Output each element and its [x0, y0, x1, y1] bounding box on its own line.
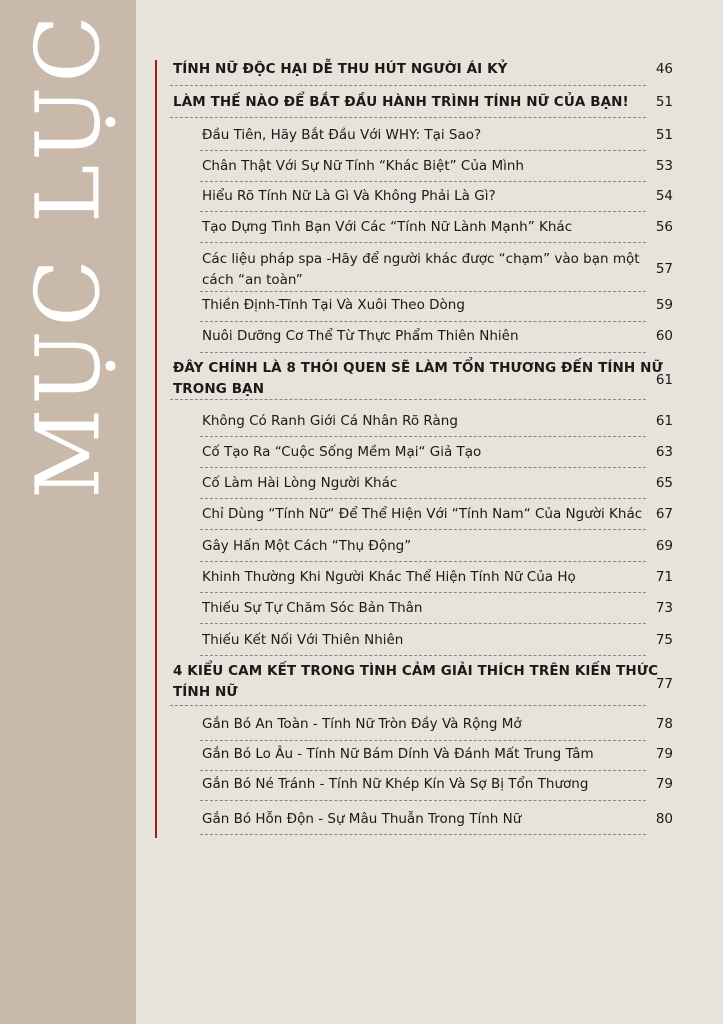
entry-title-continued: TÍNH NỮ: [173, 684, 238, 700]
entry-title: Gắn Bó Hỗn Độn - Sự Mâu Thuẫn Trong Tính Nữ: [202, 811, 522, 827]
dotted-divider: [200, 211, 646, 212]
page-number: 60: [655, 328, 673, 344]
page-number: 54: [655, 188, 673, 204]
entry-title: Chỉ Dùng “Tính Nữ“ Để Thể Hiện Với “Tính Nam“ Của Người Khác: [202, 506, 643, 522]
page-number: 56: [655, 219, 673, 235]
page-number: 61: [655, 413, 673, 429]
page-number: 71: [655, 569, 673, 585]
dotted-divider: [200, 740, 646, 741]
dotted-divider: [200, 321, 646, 322]
entry-title: Nuôi Dưỡng Cơ Thể Từ Thực Phẩm Thiên Nhiên: [202, 328, 519, 344]
dotted-divider: [200, 436, 646, 437]
entry-title: Các liệu pháp spa -Hãy để người khác được “chạm” vào bạn một: [202, 251, 640, 267]
entry-title: Thiền Định-Tĩnh Tại Và Xuôi Theo Dòng: [202, 297, 465, 313]
dotted-divider: [200, 623, 646, 624]
dotted-divider: [200, 770, 646, 771]
dotted-divider: [200, 800, 646, 801]
page-number: 75: [655, 632, 673, 648]
page-number: 46: [655, 61, 673, 77]
dotted-divider: [200, 467, 646, 468]
dotted-divider: [170, 85, 646, 86]
entry-title: 4 KIỂU CAM KẾT TRONG TÌNH CẢM GIẢI THÍCH TRÊN KIẾN THỨC: [173, 663, 659, 679]
dotted-divider: [200, 834, 646, 835]
dotted-divider: [170, 117, 646, 118]
page-number: 53: [655, 158, 673, 174]
dotted-divider: [200, 242, 646, 243]
page-number: 73: [655, 600, 673, 616]
entry-title: Gắn Bó An Toàn - Tính Nữ Tròn Đầy Và Rộng Mở: [202, 716, 522, 732]
dotted-divider: [200, 498, 646, 499]
dotted-divider: [200, 529, 646, 530]
dotted-divider: [200, 592, 646, 593]
page-number: 77: [655, 676, 673, 692]
page-number: 69: [655, 538, 673, 554]
entry-title: Tạo Dựng Tình Bạn Với Các “Tính Nữ Lành Mạnh” Khác: [202, 219, 573, 235]
entry-title-continued: cách “an toàn”: [202, 272, 303, 288]
page-number: 80: [655, 811, 673, 827]
entry-title: Cố Làm Hài Lòng Người Khác: [202, 475, 398, 491]
page-number: 51: [655, 127, 673, 143]
entry-title-continued: TRONG BẠN: [173, 381, 265, 397]
dotted-divider: [170, 705, 646, 706]
dotted-divider: [200, 352, 646, 353]
page-number: 61: [655, 372, 673, 388]
page-number: 65: [655, 475, 673, 491]
entry-title: ĐÂY CHÍNH LÀ 8 THÓI QUEN SẼ LÀM TỔN THƯƠNG ĐẾN TÍNH NỮ: [173, 360, 663, 376]
entry-title: Hiểu Rõ Tính Nữ Là Gì Và Không Phải Là Gì?: [202, 188, 496, 204]
entry-title: Thiếu Kết Nối Với Thiên Nhiên: [202, 632, 404, 648]
dotted-divider: [200, 181, 646, 182]
entry-title: Khinh Thường Khi Người Khác Thể Hiện Tính Nữ Của Họ: [202, 569, 576, 585]
entry-title: Gắn Bó Né Tránh - Tính Nữ Khép Kín Và Sợ Bị Tổn Thương: [202, 776, 589, 792]
page-number: 79: [655, 776, 673, 792]
entry-title: Chân Thật Với Sự Nữ Tính “Khác Biệt” Của Mình: [202, 158, 524, 174]
page-number: 63: [655, 444, 673, 460]
entry-title: TÍNH NỮ ĐỘC HẠI DỄ THU HÚT NGƯỜI ÁI KỶ: [173, 61, 508, 77]
entry-title: Đầu Tiên, Hãy Bắt Đầu Với WHY: Tại Sao?: [202, 127, 482, 143]
page-number: 79: [655, 746, 673, 762]
entry-title: LÀM THẾ NÀO ĐỂ BẮT ĐẦU HÀNH TRÌNH TÍNH NỮ CỦA BẠN!: [173, 94, 629, 110]
page-number: 57: [655, 261, 673, 277]
page-number: 51: [655, 94, 673, 110]
entry-title: Không Có Ranh Giới Cá Nhân Rõ Ràng: [202, 413, 458, 429]
dotted-divider: [200, 561, 646, 562]
page-heading: MỤC LỤC: [16, 11, 120, 499]
dotted-divider: [200, 291, 646, 292]
dotted-divider: [200, 150, 646, 151]
page-number: 67: [655, 506, 673, 522]
entry-title: Gây Hấn Một Cách “Thụ Động”: [202, 538, 412, 554]
dotted-divider: [200, 655, 646, 656]
entry-title: Thiếu Sự Tự Chăm Sóc Bản Thân: [202, 600, 423, 616]
entry-title: Gắn Bó Lo Âu - Tính Nữ Bám Dính Và Đánh Mất Trung Tâm: [202, 746, 594, 762]
page-number: 59: [655, 297, 673, 313]
page-number: 78: [655, 716, 673, 732]
dotted-divider: [170, 399, 646, 400]
entry-title: Cố Tạo Ra “Cuộc Sống Mềm Mại“ Giả Tạo: [202, 444, 482, 460]
